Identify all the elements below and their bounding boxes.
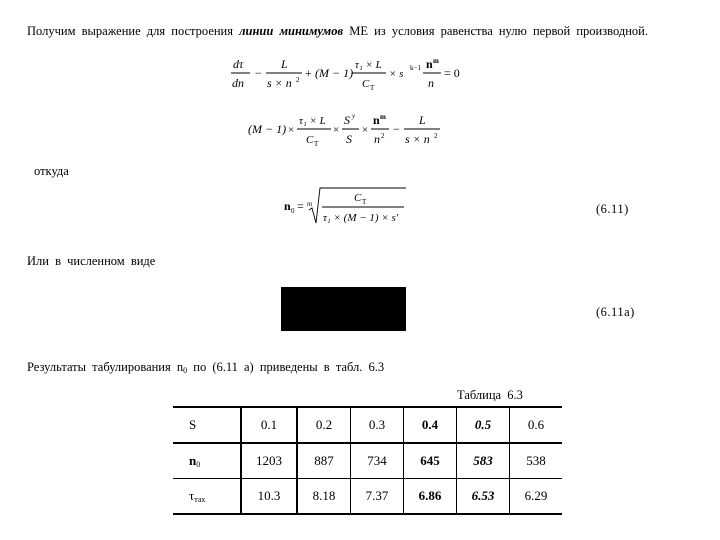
cell-t-4: 6.86 <box>404 479 457 515</box>
eq2-n-sq: 2 <box>381 132 385 140</box>
eq2-n: n <box>374 132 380 146</box>
cell-n-5: 583 <box>457 443 510 479</box>
cell-s-1: 0.1 <box>241 407 297 443</box>
intro-text-end: МЕ из условия равенства нулю первой производной. <box>349 24 648 38</box>
equation-6-11 <box>282 184 412 228</box>
table-header-row <box>173 407 562 443</box>
table-row-n0 <box>173 443 562 479</box>
eq2-sn: s × n <box>405 132 430 146</box>
cell-t-1: 10.3 <box>241 479 297 515</box>
results-text-start: Результаты табулирования n <box>27 360 184 374</box>
cell-n-3: 734 <box>351 443 404 479</box>
cell-n-2: 887 <box>297 443 351 479</box>
eq611-n: n <box>284 199 291 213</box>
eq1-plus: + <box>305 66 312 80</box>
row-label-s: S <box>173 407 241 443</box>
table-caption: Таблица 6.3 <box>457 388 523 402</box>
eq611-denominator: τ₁ × (M − 1) × s' <box>323 212 399 224</box>
intro-emphasis: линии минимумов <box>239 24 344 38</box>
eq1-tau-l: τ₁ × L <box>355 59 382 71</box>
equation-number-6-11a: (6.11а) <box>596 305 635 319</box>
eq2-s-y: S <box>344 113 350 127</box>
eq2-ct-sub: T <box>314 140 319 148</box>
eq2-tau-l: τ₁ × L <box>299 115 326 127</box>
table-row-tau <box>173 479 562 515</box>
eq1-x-s: × s <box>389 68 404 80</box>
eq611-ct-sub: T <box>362 198 367 206</box>
eq2-m: m <box>380 113 386 121</box>
cell-s-6: 0.6 <box>510 407 563 443</box>
intro-text-start: Получим выражение для построения <box>27 24 233 38</box>
eq1-n-bold: n <box>426 57 433 71</box>
eq1-sq: 2 <box>296 76 300 84</box>
cell-n-6: 538 <box>510 443 563 479</box>
cell-s-2: 0.2 <box>297 407 351 443</box>
ili-text: Или в численном виде <box>27 254 156 268</box>
eq611-n-sub: 0 <box>291 207 295 215</box>
cell-s-4: 0.4 <box>404 407 457 443</box>
row-label-n0: $n_0$ <box>173 443 241 479</box>
eq2-times-1: × <box>288 124 295 136</box>
results-text-end: по (6.11 а) приведены в табл. 6.3 <box>193 360 385 374</box>
eq1-ct: C <box>362 78 370 90</box>
equation-derivative <box>226 52 466 96</box>
eq1-k-exp: k−1 <box>410 64 421 72</box>
eq1-m-minus-1: (M − 1) <box>315 66 354 80</box>
equation-image-6-11a <box>281 287 406 331</box>
eq1-dtau: dτ <box>233 57 244 71</box>
eq2-minus: − <box>393 122 400 136</box>
eq611-eq: = <box>297 199 304 213</box>
cell-t-6: 6.29 <box>510 479 563 515</box>
results-sentence <box>27 360 384 375</box>
eq1-ct-sub: T <box>370 84 375 92</box>
eq2-m-minus-1: (M − 1) <box>248 122 287 136</box>
eq2-times-3: × <box>362 124 369 136</box>
cell-t-2: 8.18 <box>297 479 351 515</box>
otkuda-text: откуда <box>34 164 69 178</box>
equation-number-6-11: (6.11) <box>596 202 629 216</box>
eq2-sn-sq: 2 <box>434 132 438 140</box>
eq611-ct: C <box>354 192 362 204</box>
equation-balance <box>246 108 446 154</box>
cell-s-3: 0.3 <box>351 407 404 443</box>
eq1-eq0: = 0 <box>444 66 460 80</box>
eq611-root-index: m <box>307 200 313 208</box>
cell-t-3: 7.37 <box>351 479 404 515</box>
cell-n-4: 645 <box>404 443 457 479</box>
eq1-sn: s × n <box>267 76 292 90</box>
results-subscript: 0 <box>183 366 188 375</box>
eq2-s: S <box>346 132 352 146</box>
eq2-n-m: n <box>373 113 380 127</box>
cell-s-5: 0.5 <box>457 407 510 443</box>
cell-n-1: 1203 <box>241 443 297 479</box>
eq2-y-exp: y <box>352 112 356 120</box>
eq1-minus: − <box>255 66 262 80</box>
cell-t-5: 6.53 <box>457 479 510 515</box>
eq1-dn: dn <box>232 76 244 90</box>
eq2-ct: C <box>306 134 314 146</box>
row-label-tau: $\tau_{тах}$ <box>173 479 241 515</box>
intro-sentence <box>27 24 648 39</box>
results-table <box>173 406 562 515</box>
eq2-times-2: × <box>333 124 340 136</box>
eq1-m: m <box>433 57 439 65</box>
eq2-L: L <box>419 113 426 127</box>
eq1-L: L <box>281 57 288 71</box>
eq1-n: n <box>428 76 434 90</box>
